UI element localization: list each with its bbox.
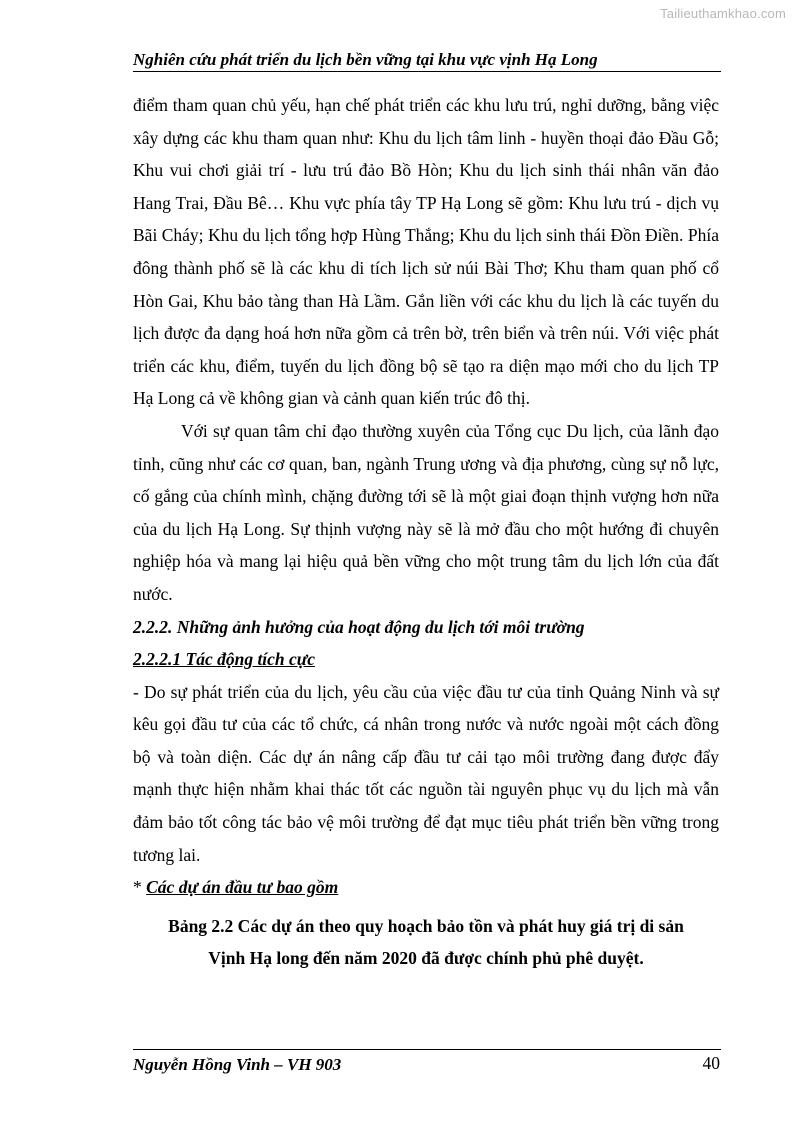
footer-divider [133, 1049, 721, 1050]
body-paragraph-2: Với sự quan tâm chỉ đạo thường xuyên của Tổng cục Du lịch, của lãnh đạo tỉnh, cũng như các cơ quan, ban, ngành Trung ương và địa phương, cùng sự nỗ lực, cố gắng của chính mình, chặng đường tới sẽ là một giai đoạn thịnh vượng hơn nữa của du lịch Hạ Long. Sự thịnh vượng này sẽ là mở đầu cho một hướng đi chuyên nghiệp hóa và mang lại hiệu quả bền vững cho một trung tâm du lịch lớn của đất nước. [133, 420, 719, 604]
subsection-heading-line [133, 643, 719, 676]
body-paragraph-3: - Do sự phát triển của du lịch, yêu cầu của việc đầu tư của tỉnh Quảng Ninh và sự kêu gọi đầu tư của các tổ chức, cá nhân trong nước và nước ngoài một cách đồng bộ và toàn diện. Các dự án nâng cấp đầu tư cải tạo môi trường đang được đẩy mạnh thực hiện nhằm khai thác tốt các nguồn tài nguyên phục vụ du lịch mà vẫn đảm bảo tốt công tác bảo vệ môi trường để đạt mục tiêu phát triển bền vững trong tương lai. [133, 681, 719, 865]
page-number: 40 [702, 1053, 720, 1073]
watermark-text: Tailieuthamkhao.com [660, 6, 786, 21]
list-intro [133, 871, 719, 904]
running-header-title: Nghiên cứu phát triển du lịch bền vững tại khu vực vịnh Hạ Long [133, 50, 598, 69]
list-intro-text: Các dự án đầu tư bao gồm [146, 877, 339, 898]
table-caption-line-1: Bảng 2.2 Các dự án theo quy hoạch bảo tồn và phát huy giá trị di sản [168, 915, 684, 936]
header-divider [133, 71, 721, 72]
list-bullet: * [133, 877, 142, 898]
section-heading: 2.2.2. Những ảnh hưởng của hoạt động du lịch tới môi trường [133, 616, 585, 637]
table-caption-line-2: Vịnh Hạ long đến năm 2020 đã được chính phủ phê duyệt. [208, 948, 644, 969]
page-body [133, 89, 719, 975]
body-paragraph-1: điểm tham quan chủ yếu, hạn chế phát triển các khu lưu trú, nghỉ dưỡng, bằng việc xây dựng các khu tham quan như: Khu du lịch tâm linh - huyền thoại đảo Đầu Gỗ; Khu vui chơi giải trí - lưu trú đảo Bồ Hòn; Khu du lịch sinh thái nhân văn đảo Hang Trai, Đầu Bê… Khu vực phía tây TP Hạ Long sẽ gồm: Khu lưu trú - dịch vụ Bãi Cháy; Khu du lịch tổng hợp Hùng Thắng; Khu du lịch sinh thái Đồn Điền. Phía đông thành phố sẽ là các khu di tích lịch sử núi Bài Thơ; Khu tham quan phố cổ Hòn Gai, Khu bảo tàng than Hà Lầm. Gắn liền với các khu du lịch là các tuyến du lịch được đa dạng hoá hơn nữa gồm cả trên bờ, trên biển và trên núi. Với việc phát triển các khu, điểm, tuyến du lịch đồng bộ sẽ tạo ra diện mạo mới cho du lịch TP Hạ Long cả về không gian và cảnh quan kiến trúc đô thị. [133, 95, 719, 409]
footer-author: Nguyễn Hồng Vinh – VH 903 [133, 1055, 342, 1074]
subsection-heading: 2.2.2.1 Tác động tích cực [133, 649, 316, 670]
